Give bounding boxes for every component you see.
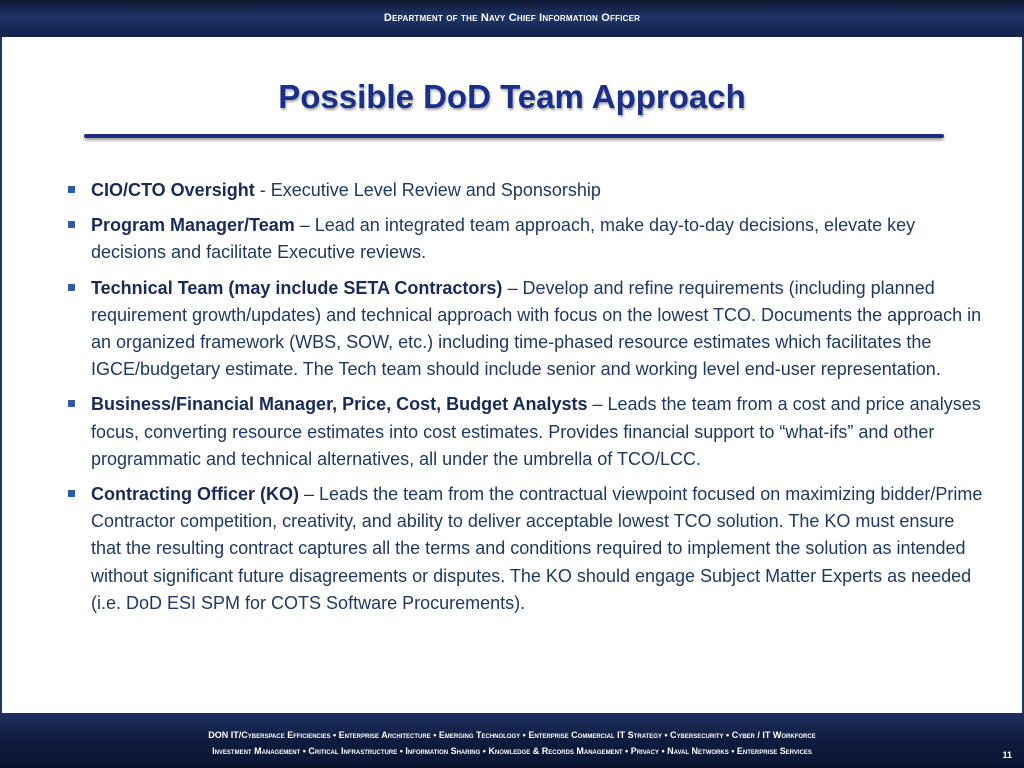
bullet-heading: Business/Financial Manager, Price, Cost, Budget Analysts <box>91 394 588 415</box>
header-org-name: Department of the Navy Chief Information Officer <box>383 12 641 24</box>
bullet-item-contracting-officer <box>64 481 984 617</box>
footer-banner <box>0 713 1024 768</box>
square-bullet-icon <box>68 490 75 497</box>
bullet-text: – Leads the team from the contractual viewpoint focused on maximizing bidder/Prime Contractor competition, creativity, and ability to deliver acceptable lowest TCO solution. The KO must ensure that the resulting contract captures all the terms and conditions required to implement the solution as intended without significant future disagreements or disputes. The KO should engage Subject Matter Experts as needed (i.e. DoD ESI SPM for COTS Software Procurements). <box>91 484 983 613</box>
bullet-text: – Develop and refine requirements (including planned requirement growth/updates) and technical approach with focus on the lowest TCO. Documents the approach in an organized framework (WBS, SOW, etc.) including time-phased resource estimates which facilitates the IGCE/budgetary estimate. The Tech team should include senior and working level end-user representation. <box>91 277 982 380</box>
bullet-item-program-manager <box>64 212 984 266</box>
slide-title: Possible DoD Team Approach <box>278 78 746 115</box>
bullet-list <box>64 177 984 625</box>
bullet-heading: CIO/CTO Oversight <box>91 180 255 200</box>
footer-topics-line-2: Investment Management • Critical Infrastructure • Information Sharing • Knowledge & Records Management • Privacy • Naval Networks • Enterprise Services <box>212 746 812 756</box>
header-banner <box>0 0 1024 37</box>
title-underline <box>84 134 944 138</box>
bullet-text: – Lead an integrated team approach, make day-to-day decisions, elevate key decisions and facilitate Executive reviews. <box>91 215 916 263</box>
bullet-item-business-financial <box>64 391 984 473</box>
square-bullet-icon <box>68 221 75 228</box>
bullet-heading: Technical Team (may include SETA Contractors) <box>91 277 503 298</box>
square-bullet-icon <box>68 284 75 291</box>
square-bullet-icon <box>68 186 75 193</box>
footer-topics-line-1: DON IT/Cyberspace Efficiencies • Enterprise Architecture • Emerging Technology • Enterprise Commercial IT Strategy • Cybersecurity • Cyber / IT Workforce <box>208 730 816 740</box>
bullet-heading: Program Manager/Team <box>91 215 295 236</box>
bullet-heading: Contracting Officer (KO) <box>91 484 300 505</box>
bullet-text: - Executive Level Review and Sponsorship <box>254 180 601 200</box>
bullet-item-oversight <box>64 177 984 204</box>
bullet-text: – Leads the team from a cost and price analyses focus, converting resource estimates into cost estimates. Provides financial support to “what-ifs” and other programmatic and technical alternatives, all under the umbrella of TCO/LCC. <box>91 394 981 469</box>
square-bullet-icon <box>68 400 75 407</box>
left-border <box>0 37 2 713</box>
bullet-item-technical-team <box>64 275 984 384</box>
page-number: 11 <box>1002 750 1012 760</box>
